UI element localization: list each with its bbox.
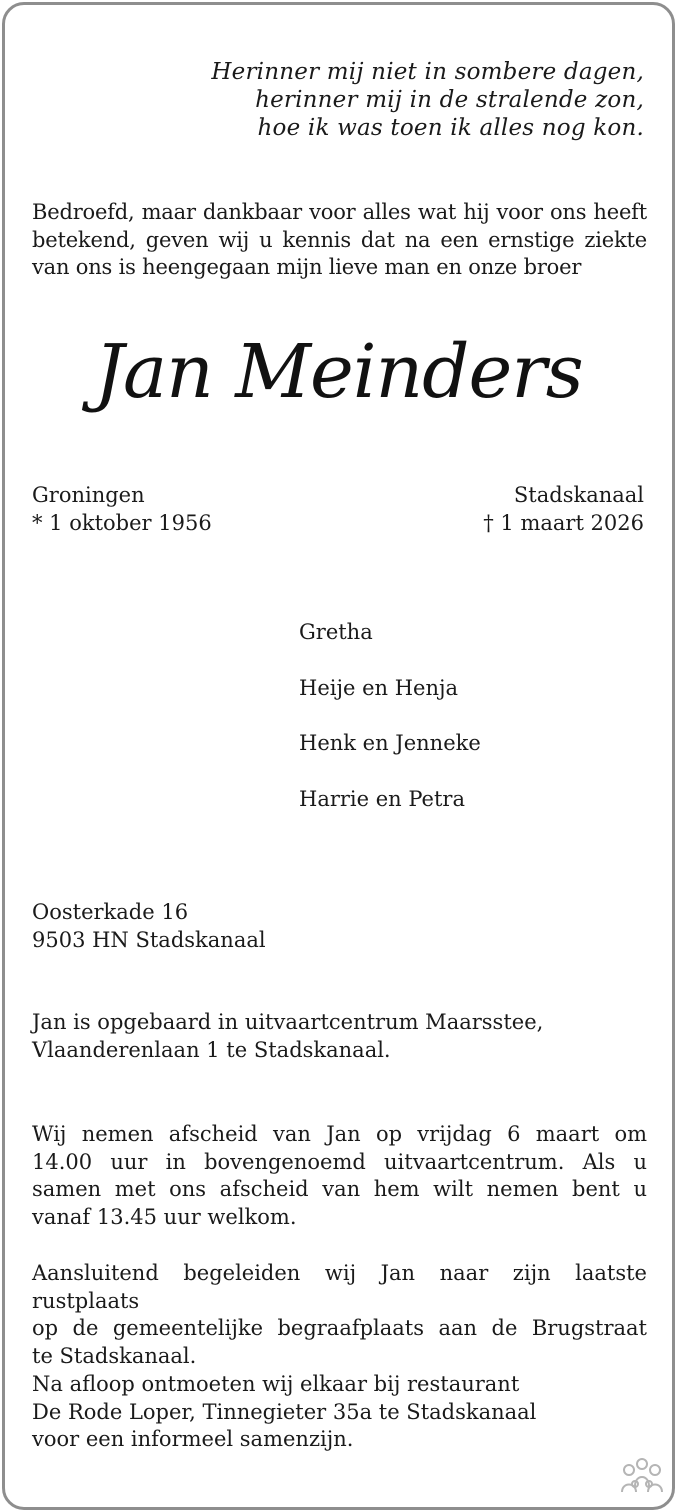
- intro-line: betekend, geven wij u kennis dat na een ernstige ziekte: [32, 227, 647, 252]
- burial-line: op de gemeentelijke begraafplaats aan de Brugstraat: [32, 1316, 647, 1340]
- burial-line: te Stadskanaal.: [32, 1343, 197, 1368]
- family-member: Gretha: [299, 620, 373, 644]
- gathering-line: voor een informeel samenzijn.: [32, 1427, 354, 1451]
- poem: [211, 58, 644, 142]
- family-people-icon: [619, 1456, 665, 1498]
- deceased-name: Jan Meinders: [94, 329, 583, 415]
- family-member: Harrie en Petra: [299, 786, 465, 811]
- farewell-line: vanaf 13.45 uur welkom.: [32, 1204, 297, 1229]
- death-info: [483, 481, 644, 537]
- burial-line: Aansluitend begeleiden wij Jan naar zijn laatste rustplaats: [32, 1261, 647, 1313]
- family-member: Heije en Henja: [299, 675, 458, 700]
- death-place: Stadskanaal: [513, 483, 644, 507]
- burial-notice: [32, 1260, 647, 1370]
- intro-line: van ons is heengegaan mijn lieve man en onze broer: [32, 255, 582, 279]
- farewell-notice: [32, 1121, 647, 1231]
- poem-line: hoe ik was toen ik alles nog kon.: [257, 115, 644, 141]
- gathering-notice: [32, 1371, 647, 1454]
- intro-line: Bedroefd, maar dankbaar voor alles wat hij voor ons heeft: [32, 200, 647, 224]
- gathering-line: De Rode Loper, Tinnegieter 35a te Stadskanaal: [32, 1399, 537, 1424]
- farewell-line: 14.00 uur in bovengenoemd uitvaartcentrum. Als u: [32, 1149, 647, 1174]
- gathering-line: Na afloop ontmoeten wij elkaar bij restaurant: [32, 1372, 520, 1396]
- correspondence-address: [32, 898, 266, 954]
- birth-date: * 1 oktober 1956: [32, 511, 212, 535]
- intro-text: [32, 199, 647, 282]
- family-member: Henk en Jenneke: [299, 731, 481, 755]
- poem-line: Herinner mij niet in sombere dagen,: [211, 59, 644, 85]
- birth-place: Groningen: [32, 483, 145, 507]
- laid-out-line: Vlaanderenlaan 1 te Stadskanaal.: [32, 1037, 391, 1062]
- laid-out-notice: [32, 1009, 647, 1064]
- farewell-line: samen met ons afscheid van hem wilt nemen bent u: [32, 1177, 647, 1201]
- laid-out-line: Jan is opgebaard in uitvaartcentrum Maarsstee,: [32, 1010, 544, 1034]
- poem-line: herinner mij in de stralende zon,: [255, 87, 644, 113]
- death-date: † 1 maart 2026: [483, 511, 644, 535]
- farewell-line: Wij nemen afscheid van Jan op vrijdag 6 maart om: [32, 1122, 647, 1146]
- address-line: Oosterkade 16: [32, 900, 189, 924]
- birth-info: [32, 481, 212, 537]
- address-line: 9503 HN Stadskanaal: [32, 928, 266, 952]
- family-list: [299, 618, 481, 840]
